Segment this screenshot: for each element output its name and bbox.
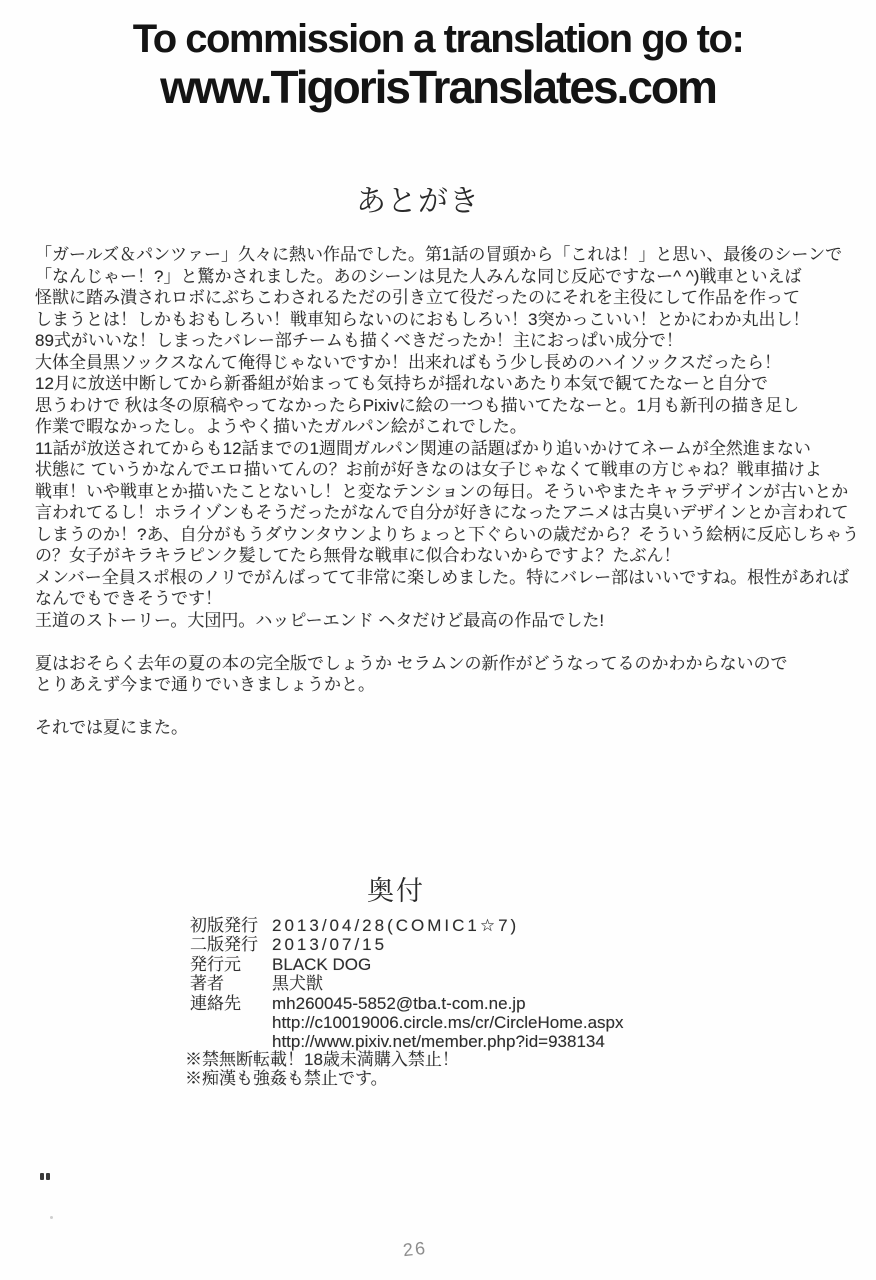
colophon-title: 奥付 <box>367 876 425 906</box>
afterword-line: しまうのか！?あ、自分がもうダウンタウンよりちょっと下ぐらいの歳だから？そういう絵柄に反応しちゃう <box>35 524 860 544</box>
colophon-value: 2013/04/28(COMIC1☆7) <box>272 916 520 935</box>
afterword-line: 12月に放送中断してから新番組が始まっても気持ちが揺れないあたり本気で観てたなーと自分で <box>35 374 768 393</box>
afterword-line: メンバー全員スポ根のノリでがんばってて非常に楽しめました。特にバレー部はいいですね。根性があれば <box>35 567 850 587</box>
colophon-rows <box>190 916 810 1052</box>
contact-email: mh260045-5852@tba.t-com.ne.jp <box>272 993 526 1013</box>
afterword-line: 11話が放送されてからも12話までの1週間ガルパン関連の話題ばかり追いかけてネームが全然進まない <box>35 438 811 458</box>
colophon-value: 黒犬獣 <box>272 974 323 994</box>
colophon-row-first-printing <box>190 916 810 935</box>
translation-credit-header <box>0 16 876 112</box>
translation-credit-text: To commission a translation go to: <box>132 17 744 61</box>
afterword-line: 「なんじゃー！?」と驚かされました。あのシーンは見た人みんな同じ反応ですなー^ ^)戦車といえば <box>35 266 802 286</box>
colophon-row-contact <box>190 994 810 1013</box>
colophon-label: 連絡先 <box>190 993 241 1013</box>
pixiv-url: http://www.pixiv.net/member.php?id=938134 <box>272 1032 605 1052</box>
afterword-line: 思うわけで 秋は冬の原稿やってなかったらPixivに絵の一つも描いてたなーと。1月も新刊の描き足し <box>35 395 800 415</box>
colophon-row-pixiv-url <box>190 1032 810 1051</box>
colophon-row-circle-url <box>190 1013 810 1032</box>
afterword-line: 「ガールズ＆パンツァー」久々に熱い作品でした。第1話の冒頭から「これは！」と思い、最後のシーンで <box>35 245 843 264</box>
scan-artifact-speck <box>50 1216 53 1219</box>
colophon-label: 二版発行 <box>190 935 258 955</box>
page-number: 26 <box>401 1237 428 1261</box>
note-no-groping: ※痴漢も強姦も禁止です。 <box>185 1069 388 1089</box>
afterword-line: しまうとは！しかもおもしろい！戦車知らないのにおもしろい！3突かっこいい！とかにわか丸出し！ <box>35 309 810 329</box>
afterword-line-blank <box>35 696 851 718</box>
colophon-value: BLACK DOG <box>272 954 372 974</box>
afterword-line-blank <box>35 631 851 653</box>
afterword-line: 大体全員黒ソックスなんて俺得じゃないですか！出来ればもう少し長めのハイソックスだったら！ <box>35 352 781 372</box>
colophon-value: 2013/07/15 <box>272 935 388 955</box>
colophon-row-publisher <box>190 955 810 974</box>
colophon-notes <box>185 1050 459 1089</box>
colophon-label: 初版発行 <box>190 916 258 935</box>
translation-site-url: www.TigorisTranslates.com <box>160 61 716 113</box>
afterword-line: 状態に ていうかなんでエロ描いてんの？お前が好きなのは女子じゃなくて戦車の方じゃね？戦車描けよ <box>35 460 822 479</box>
afterword-line: の？女子がキラキラピンク髪してたら無骨な戦車に似合わないからですよ？たぶん！ <box>35 546 681 565</box>
colophon-label <box>190 1013 272 1032</box>
colophon-label: 著者 <box>190 974 224 994</box>
afterword-line: 王道のストーリー。大団円。ハッピーエンド ヘタだけど最高の作品でした! <box>35 610 605 630</box>
afterword-title: あとがき <box>356 185 480 218</box>
afterword-line: 89式がいいな！しまったバレー部チームも描くべきだったか！主におっぱい成分で！ <box>35 331 683 350</box>
afterword-line: 夏はおそらく去年の夏の本の完全版でしょうか セラムンの新作がどうなってるのかわからないので <box>35 653 788 673</box>
scan-artifact-mark <box>40 1173 44 1180</box>
note-no-reproduction: ※禁無断転載！18歳未満購入禁止！ <box>185 1050 459 1069</box>
colophon-label <box>190 1032 272 1051</box>
colophon-row-second-printing <box>190 935 810 954</box>
circle-url: http://c10019006.circle.ms/cr/CircleHome.aspx <box>272 1013 624 1033</box>
afterword-line: 怪獣に踏み潰されロボにぶちこわされるただの引き立て役だったのにそれを主役にして作品を作って <box>35 288 800 307</box>
afterword-line: 言われてるし！ホライゾンもそうだったがなんで自分が好きになったアニメは古臭いデザインとか言われて <box>35 503 849 522</box>
afterword-line: とりあえず今まで通りでいきましょうかと。 <box>35 675 375 694</box>
afterword-line: なんでもできそうです！ <box>35 589 222 608</box>
afterword-line: 作業で暇なかったし。ようやく描いたガルパン絵がこれでした。 <box>35 417 527 436</box>
afterword-body <box>35 244 860 739</box>
afterword-line: 戦車！いや戦車とか描いたことないし！と変なテンションの毎日。そういやまたキャラデザインが古いとか <box>35 481 849 501</box>
afterword-line: それでは夏にまた。 <box>35 718 188 737</box>
colophon-row-author <box>190 974 810 993</box>
colophon-label: 発行元 <box>190 954 241 974</box>
